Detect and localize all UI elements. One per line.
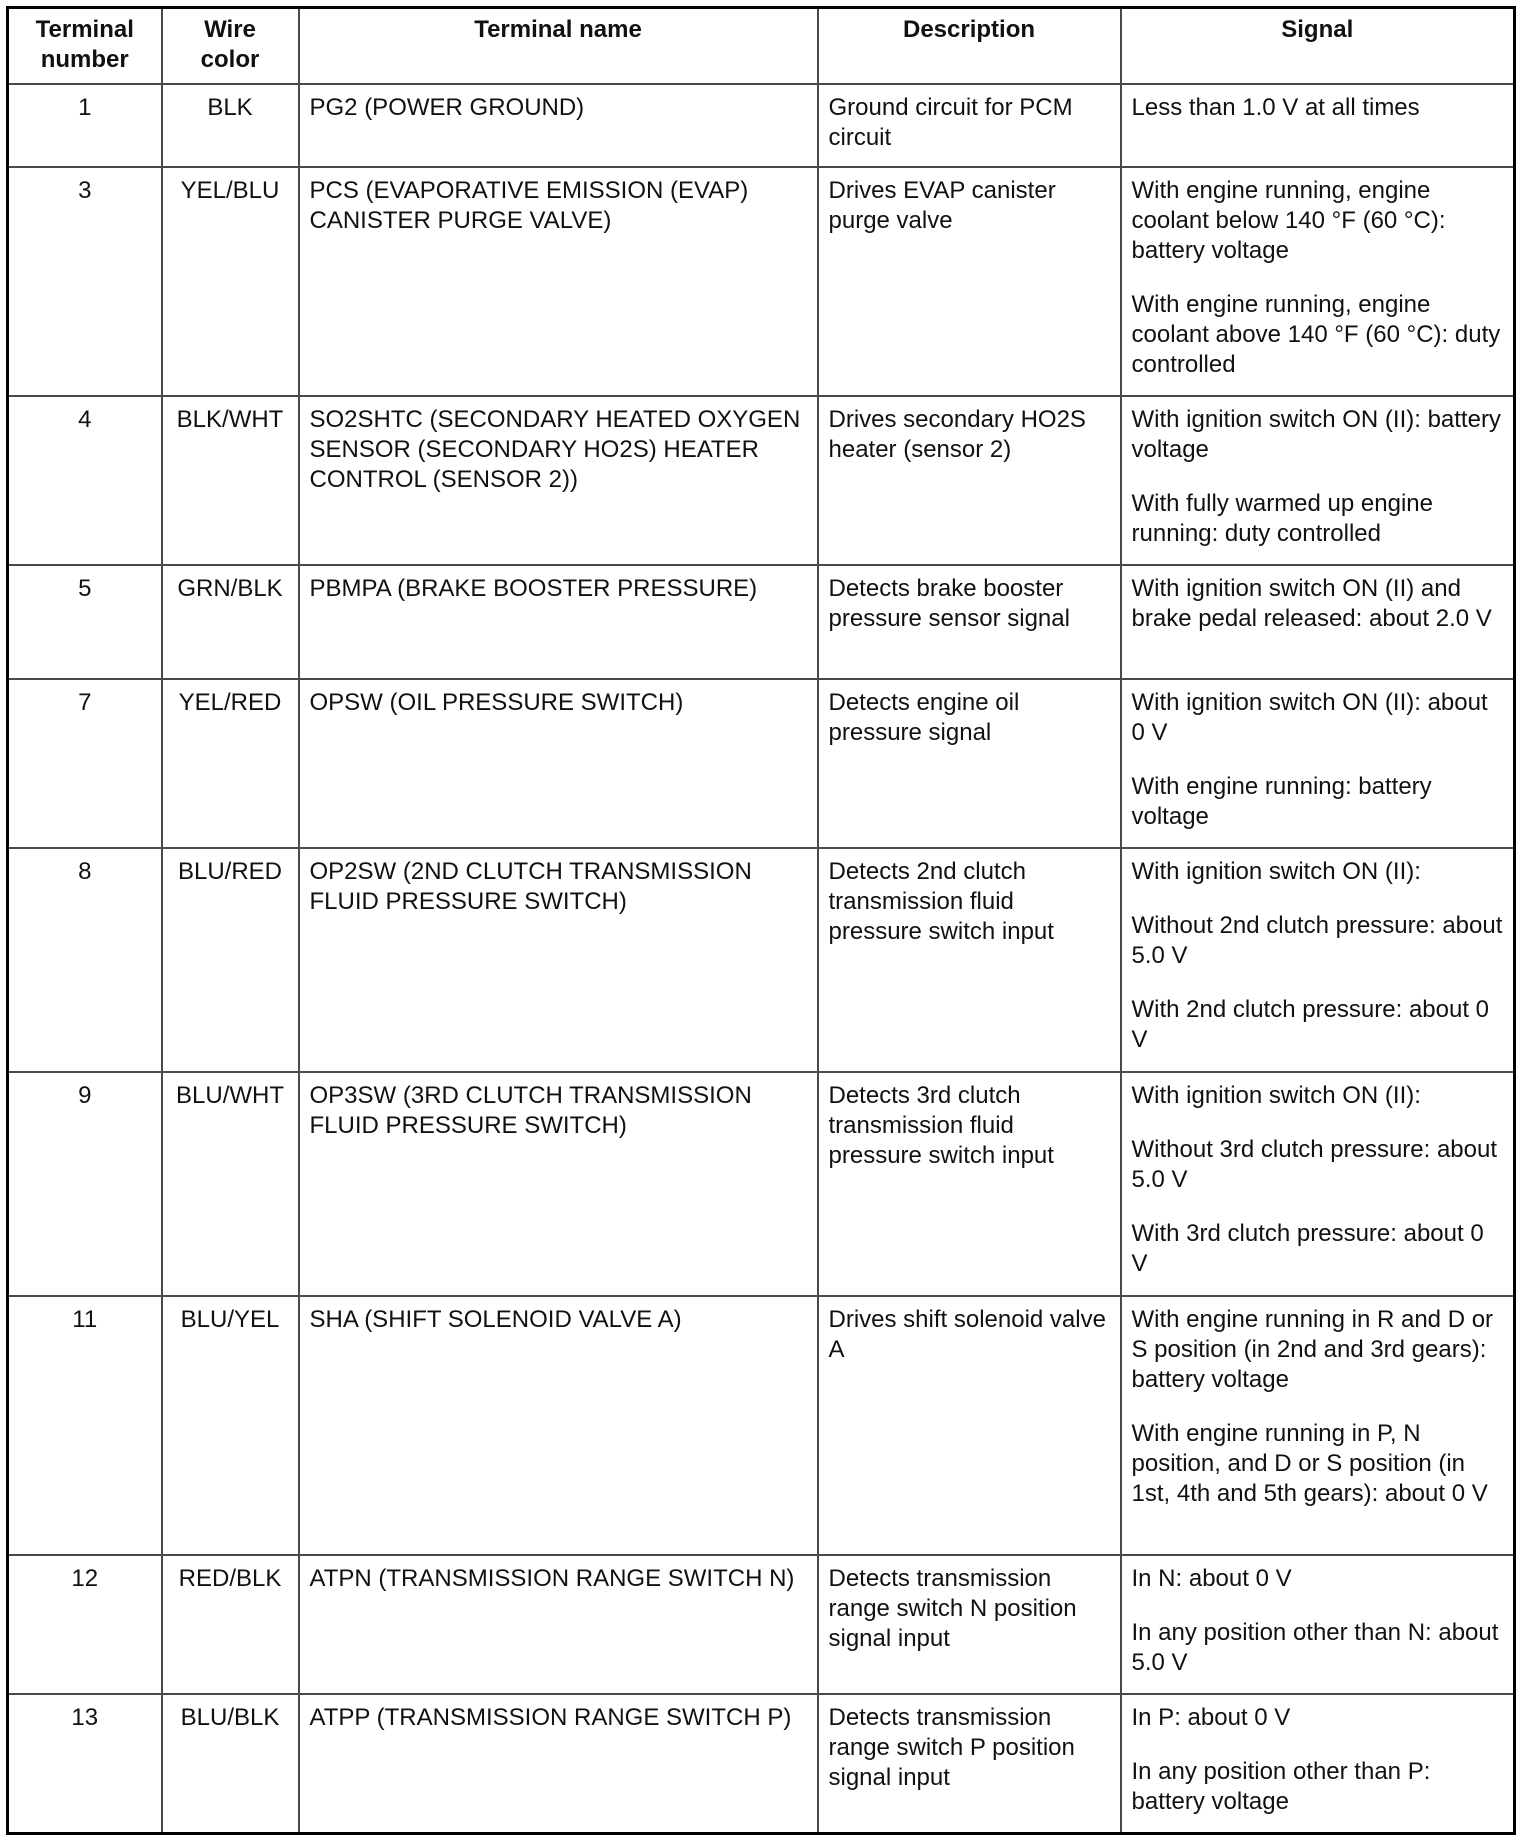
header-description: Description bbox=[818, 8, 1121, 85]
terminal-name-cell: OP2SW (2ND CLUTCH TRANSMISSION FLUID PRESSURE SWITCH) bbox=[299, 848, 818, 1072]
header-row bbox=[8, 8, 1515, 85]
signal-line: With ignition switch ON (II): about 0 V bbox=[1131, 689, 1488, 746]
terminal-name-cell: OPSW (OIL PRESSURE SWITCH) bbox=[299, 679, 818, 848]
description-cell: Detects engine oil pressure signal bbox=[818, 679, 1121, 848]
description-cell: Detects 3rd clutch transmission fluid pressure switch input bbox=[818, 1072, 1121, 1296]
description-cell: Ground circuit for PCM circuit bbox=[818, 84, 1121, 167]
table-row bbox=[8, 1555, 1515, 1694]
signal-cell bbox=[1121, 1694, 1515, 1833]
wire-color-cell: BLU/YEL bbox=[162, 1296, 299, 1555]
description-cell: Detects brake booster pressure sensor signal bbox=[818, 565, 1121, 679]
terminal-name-cell: ATPN (TRANSMISSION RANGE SWITCH N) bbox=[299, 1555, 818, 1694]
wire-color-cell: RED/BLK bbox=[162, 1555, 299, 1694]
table-row bbox=[8, 1072, 1515, 1296]
table-row bbox=[8, 848, 1515, 1072]
table-row bbox=[8, 84, 1515, 167]
header-wire-color: Wire color bbox=[162, 8, 299, 85]
wire-color-cell: BLU/WHT bbox=[162, 1072, 299, 1296]
table-row bbox=[8, 1694, 1515, 1833]
description-cell: Detects 2nd clutch transmission fluid pressure switch input bbox=[818, 848, 1121, 1072]
signal-line: With ignition switch ON (II) and brake pedal released: about 2.0 V bbox=[1131, 575, 1492, 632]
signal-line: With ignition switch ON (II): bbox=[1131, 1082, 1421, 1109]
terminal-name-cell: PBMPA (BRAKE BOOSTER PRESSURE) bbox=[299, 565, 818, 679]
signal-line: With fully warmed up engine running: duty controlled bbox=[1131, 490, 1433, 547]
terminal-number-cell: 7 bbox=[8, 679, 162, 848]
terminal-number-cell: 11 bbox=[8, 1296, 162, 1555]
signal-line: With engine running: battery voltage bbox=[1131, 773, 1432, 830]
signal-cell bbox=[1121, 1296, 1515, 1555]
wire-color-cell: BLK/WHT bbox=[162, 396, 299, 565]
wire-color-cell: BLU/BLK bbox=[162, 1694, 299, 1833]
description-cell: Detects transmission range switch P position signal input bbox=[818, 1694, 1121, 1833]
signal-cell bbox=[1121, 565, 1515, 679]
terminal-table-container bbox=[6, 6, 1516, 1835]
terminal-number-cell: 8 bbox=[8, 848, 162, 1072]
terminal-name-cell: PG2 (POWER GROUND) bbox=[299, 84, 818, 167]
table-row bbox=[8, 167, 1515, 396]
table-row bbox=[8, 396, 1515, 565]
terminal-number-cell: 5 bbox=[8, 565, 162, 679]
signal-line: In any position other than N: about 5.0 V bbox=[1131, 1619, 1499, 1676]
wire-color-cell: YEL/RED bbox=[162, 679, 299, 848]
description-cell: Drives EVAP canister purge valve bbox=[818, 167, 1121, 396]
signal-line: With ignition switch ON (II): battery voltage bbox=[1131, 406, 1501, 463]
signal-line: With engine running, engine coolant below 140 °F (60 °C): battery voltage bbox=[1131, 177, 1446, 264]
header-terminal-number: Terminal number bbox=[8, 8, 162, 85]
wire-color-cell: BLK bbox=[162, 84, 299, 167]
signal-cell bbox=[1121, 84, 1515, 167]
terminal-number-cell: 4 bbox=[8, 396, 162, 565]
signal-line: With 2nd clutch pressure: about 0 V bbox=[1131, 996, 1490, 1053]
signal-line: With engine running in P, N position, and D or S position (in 1st, 4th and 5th gears): about 0 V bbox=[1131, 1420, 1488, 1507]
terminal-number-cell: 12 bbox=[8, 1555, 162, 1694]
signal-line: In P: about 0 V bbox=[1131, 1704, 1291, 1731]
header-terminal-name: Terminal name bbox=[299, 8, 818, 85]
signal-cell bbox=[1121, 848, 1515, 1072]
terminal-name-cell: ATPP (TRANSMISSION RANGE SWITCH P) bbox=[299, 1694, 818, 1833]
terminal-name-cell: SHA (SHIFT SOLENOID VALVE A) bbox=[299, 1296, 818, 1555]
signal-cell bbox=[1121, 1072, 1515, 1296]
signal-cell bbox=[1121, 396, 1515, 565]
signal-cell bbox=[1121, 167, 1515, 396]
signal-cell bbox=[1121, 1555, 1515, 1694]
signal-line: With 3rd clutch pressure: about 0 V bbox=[1131, 1220, 1484, 1277]
wire-color-cell: BLU/RED bbox=[162, 848, 299, 1072]
description-cell: Detects transmission range switch N position signal input bbox=[818, 1555, 1121, 1694]
terminal-number-cell: 1 bbox=[8, 84, 162, 167]
terminal-name-cell: OP3SW (3RD CLUTCH TRANSMISSION FLUID PRESSURE SWITCH) bbox=[299, 1072, 818, 1296]
description-cell: Drives secondary HO2S heater (sensor 2) bbox=[818, 396, 1121, 565]
signal-line: Without 3rd clutch pressure: about 5.0 V bbox=[1131, 1136, 1498, 1193]
terminal-name-cell: PCS (EVAPORATIVE EMISSION (EVAP) CANISTER PURGE VALVE) bbox=[299, 167, 818, 396]
signal-line: Less than 1.0 V at all times bbox=[1131, 94, 1420, 121]
wire-color-cell: GRN/BLK bbox=[162, 565, 299, 679]
table-row bbox=[8, 679, 1515, 848]
table-row bbox=[8, 565, 1515, 679]
terminal-number-cell: 9 bbox=[8, 1072, 162, 1296]
wire-color-cell: YEL/BLU bbox=[162, 167, 299, 396]
signal-line: Without 2nd clutch pressure: about 5.0 V bbox=[1131, 912, 1503, 969]
signal-line: With ignition switch ON (II): bbox=[1131, 858, 1421, 885]
terminal-name-cell: SO2SHTC (SECONDARY HEATED OXYGEN SENSOR (SECONDARY HO2S) HEATER CONTROL (SENSOR 2)) bbox=[299, 396, 818, 565]
signal-line: With engine running in R and D or S position (in 2nd and 3rd gears): battery voltage bbox=[1131, 1306, 1494, 1393]
table-row bbox=[8, 1296, 1515, 1555]
signal-line: In N: about 0 V bbox=[1131, 1565, 1292, 1592]
header-signal: Signal bbox=[1121, 8, 1515, 85]
signal-line: With engine running, engine coolant above 140 °F (60 °C): duty controlled bbox=[1131, 291, 1501, 378]
pcm-terminal-table bbox=[6, 6, 1516, 1835]
signal-line: In any position other than P: battery voltage bbox=[1131, 1758, 1431, 1815]
signal-cell bbox=[1121, 679, 1515, 848]
terminal-number-cell: 3 bbox=[8, 167, 162, 396]
terminal-number-cell: 13 bbox=[8, 1694, 162, 1833]
description-cell: Drives shift solenoid valve A bbox=[818, 1296, 1121, 1555]
